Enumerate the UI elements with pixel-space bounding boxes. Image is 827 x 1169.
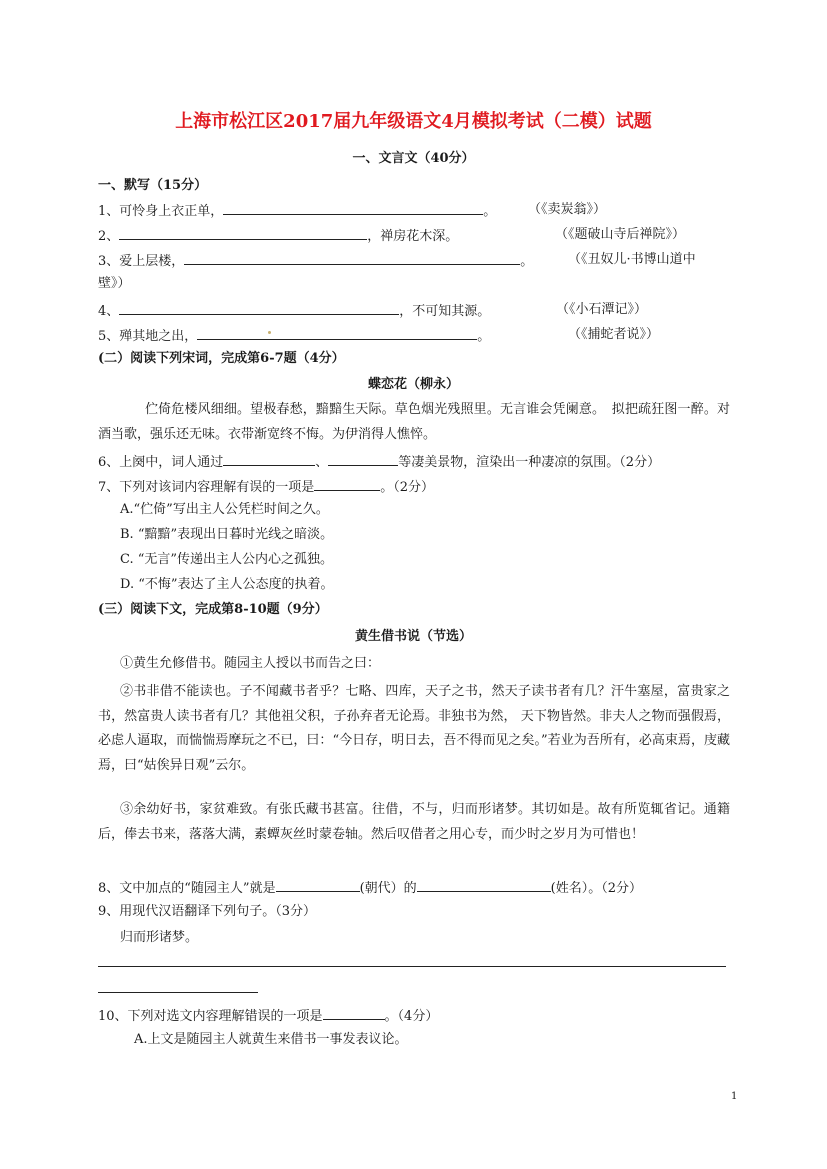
dictation-item-5-suffix: 。 xyxy=(477,329,491,344)
question-6-sep: 、 xyxy=(315,455,329,470)
dictation-item-4 xyxy=(98,301,490,321)
question-8-text-c: (姓名）。（2分） xyxy=(550,881,642,896)
q7-option-c: C. “无言”传递出主人公内心之孤独。 xyxy=(120,552,334,567)
answer-line-q9-1[interactable] xyxy=(98,966,726,967)
question-10-text: 10、下列对选文内容理解错误的一项是 xyxy=(98,1009,323,1024)
dictation-item-1 xyxy=(98,201,496,221)
answer-blank-4[interactable] xyxy=(119,301,399,315)
dictation-item-3-prefix: 3、爱上层楼， xyxy=(98,254,185,269)
question-6-text-b: 等凄美景物，渲染出一种凄凉的氛围。（2分） xyxy=(398,455,661,470)
dictation-item-2-suffix: ，禅房花木深。 xyxy=(367,229,459,244)
stray-mark xyxy=(268,331,271,334)
answer-blank-q8-dynasty[interactable] xyxy=(276,878,360,892)
dictation-item-5-source: （《捕蛇者说》） xyxy=(568,327,660,342)
section-heading-classical-chinese: 一、文言文（40分） xyxy=(352,151,475,166)
question-6 xyxy=(98,452,660,472)
question-7 xyxy=(98,477,434,497)
dictation-item-3-suffix: 。 xyxy=(520,254,534,269)
prose-paragraph-2: ②书非借不能读也。子不闻藏书者乎？七略、四库，天子之书，然天子读书者有几？汗牛塞屋，富贵家之书，然富贵人读书者有几？其他祖父积，子孙弃者无论焉。非独书为然， 天下物皆然。非夫人之物而强假焉，必虑人逼取，而惴惴焉摩玩之不已，曰：“今日存，明日去，吾不得而见之矣。”若业为吾所有，必高束焉，庋藏焉，曰“姑俟异日观”云尔。 xyxy=(98,684,730,773)
prose-paragraph-1: ①黄生允修借书。随园主人授以书而告之曰： xyxy=(120,656,381,671)
question-7-end: 。（2分） xyxy=(380,480,435,495)
question-8-text-b: (朝代）的 xyxy=(359,881,417,896)
q7-option-d: D. “不悔”表达了主人公态度的执着。 xyxy=(120,577,334,592)
answer-blank-5[interactable] xyxy=(197,326,477,340)
dictation-item-4-prefix: 4、 xyxy=(98,304,120,319)
question-8 xyxy=(98,878,642,898)
dictation-item-5-prefix: 5、殚其地之出， xyxy=(98,329,198,344)
answer-blank-1[interactable] xyxy=(223,201,483,215)
answer-blank-q6-a[interactable] xyxy=(223,452,315,466)
dictation-item-5 xyxy=(98,326,490,346)
question-7-text: 7、下列对该词内容理解有误的一项是 xyxy=(98,480,315,495)
prose-section-heading: (三）阅读下文，完成第8-10题（9分） xyxy=(98,602,328,617)
q10-option-a: A.上文是随园主人就黄生来借书一事发表议论。 xyxy=(134,1032,408,1047)
q7-option-b: B. “黯黯”表现出日暮时光线之暗淡。 xyxy=(120,527,334,542)
question-10 xyxy=(98,1006,438,1026)
poem-text: 伫倚危楼风细细。望极春愁，黯黯生天际。草色烟光残照里。无言谁会凭阑意。 拟把疏狂图一醉。对酒当歌，强乐还无味。衣带渐宽终不悔。为伊消得人憔悴。 xyxy=(98,402,730,442)
prose-paragraph-3: ③余幼好书，家贫难致。有张氏藏书甚富。往借，不与，归而形诸梦。其切如是。故有所览辄省记。通籍后，俸去书来，落落大满，素蟫灰丝时蒙卷轴。然后叹借者之用心专，而少时之岁月为可惜也！ xyxy=(98,802,730,842)
question-9: 9、用现代汉语翻译下列句子。（3分） xyxy=(98,904,317,919)
dictation-item-2-prefix: 2、 xyxy=(98,229,120,244)
ci-section-heading: (二）阅读下列宋词，完成第6-7题（4分） xyxy=(98,351,345,366)
dictation-item-1-source: （《卖炭翁》） xyxy=(528,202,607,217)
dictation-item-2 xyxy=(98,226,458,246)
question-9-sentence: 归而形诸梦。 xyxy=(120,930,199,945)
dictation-item-2-source: （《题破山寺后禅院》） xyxy=(555,227,686,242)
answer-blank-q6-b[interactable] xyxy=(328,452,398,466)
dictation-item-4-suffix: ，不可知其源。 xyxy=(399,304,491,319)
answer-blank-3[interactable] xyxy=(184,251,520,265)
answer-blank-q7[interactable] xyxy=(314,477,380,491)
q7-option-a: A.“伫倚”写出主人公凭栏时间之久。 xyxy=(120,502,329,517)
dictation-item-1-prefix: 1、可怜身上衣正单， xyxy=(98,204,224,219)
poem-title: 蝶恋花（柳永） xyxy=(367,377,459,392)
dictation-item-3-source: （《丑奴儿·书博山道中 xyxy=(568,252,696,267)
dictation-item-3 xyxy=(98,251,533,271)
answer-blank-q8-name[interactable] xyxy=(417,878,551,892)
answer-blank-q10[interactable] xyxy=(323,1006,385,1020)
dictation-heading: 一、默写（15分） xyxy=(98,178,208,193)
page-number: 1 xyxy=(731,1091,738,1102)
dictation-item-3-source-wrap: 壁》） xyxy=(98,276,131,291)
question-6-text-a: 6、上阕中，词人通过 xyxy=(98,455,224,470)
question-10-end: 。（4分） xyxy=(384,1009,439,1024)
answer-blank-2[interactable] xyxy=(119,226,367,240)
answer-line-q9-2[interactable] xyxy=(98,992,258,993)
exam-title: 上海市松江区2017届九年级语文4月模拟考试（二模）试题 xyxy=(175,111,652,132)
prose-title: 黄生借书说（节选） xyxy=(354,629,472,644)
dictation-item-1-suffix: 。 xyxy=(483,204,497,219)
dictation-item-4-source: （《小石潭记》） xyxy=(556,302,648,317)
question-8-text-a: 8、文中加点的“随园主人”就是 xyxy=(98,881,276,896)
